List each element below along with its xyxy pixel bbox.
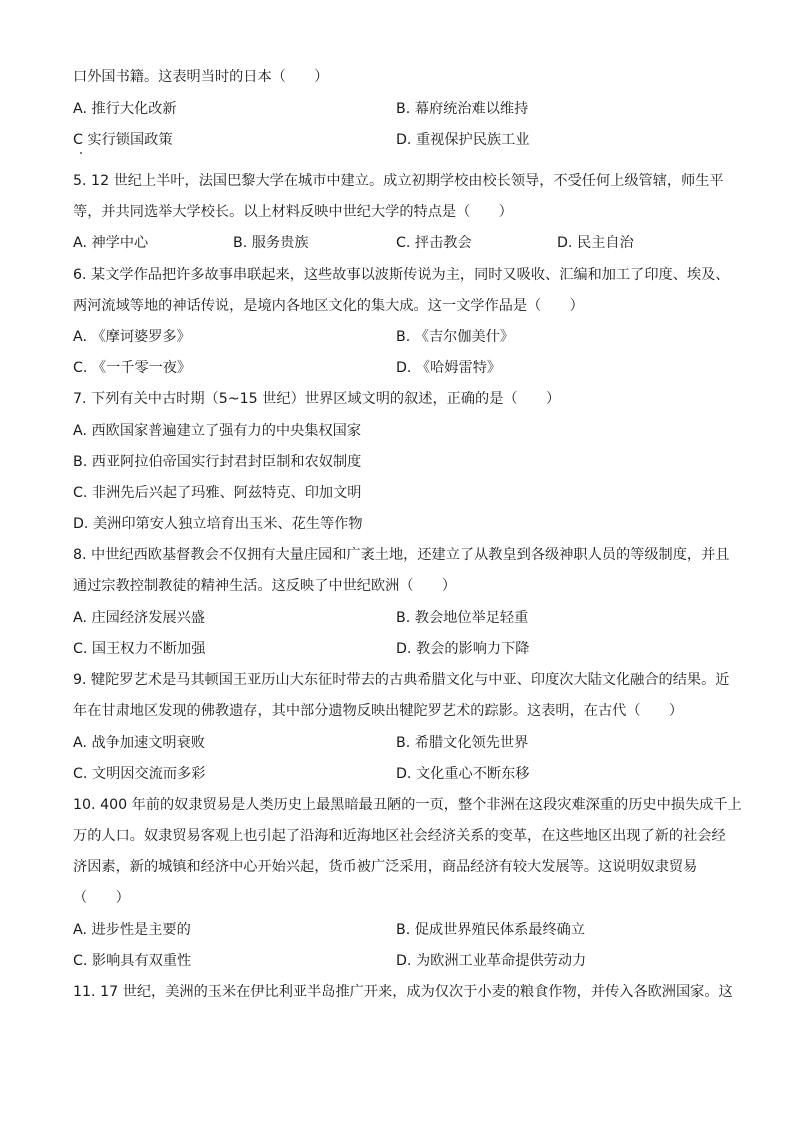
q9-option-a: A. 战争加速文明衰败 (73, 735, 205, 751)
q4-option-c: C 实行锁国政策 (73, 132, 173, 148)
q10-option-a: A. 进步性是主要的 (73, 922, 191, 938)
q8-option-a: A. 庄园经济发展兴盛 (73, 610, 205, 626)
q4-option-a: A. 推行大化改新 (73, 101, 177, 117)
q9-option-b: B. 希腊文化领先世界 (396, 735, 529, 751)
q6-option-b: B. 《吉尔伽美什》 (396, 329, 515, 345)
q8-option-c: C. 国王权力不断加强 (73, 641, 206, 657)
q7-option-d: D. 美洲印第安人独立培育出玉米、花生等作物 (73, 516, 363, 532)
q7-option-b: B. 西亚阿拉伯帝国实行封君封臣制和农奴制度 (73, 454, 362, 470)
q8-option-d: D. 教会的影响力下降 (396, 641, 530, 657)
q5-option-a: A. 神学中心 (73, 235, 149, 251)
q6-option-c: C. 《一千零一夜》 (73, 360, 192, 376)
stray-mark (80, 152, 82, 154)
q11-stem-line1: 11. 17 世纪，美洲的玉米在伊比利亚半岛推广开来，成为仅次于小麦的粮食作物，并传入各欧洲国家。这 (73, 984, 733, 1000)
q7-option-c: C. 非洲先后兴起了玛雅、阿兹特克、印加文明 (73, 485, 362, 501)
q6-stem-line2: 两河流域等地的神话传说，是境内各地区文化的集大成。这一文学作品是（ ） (73, 298, 584, 314)
q9-option-d: D. 文化重心不断东移 (396, 766, 530, 782)
q6-option-a: A. 《摩诃婆罗多》 (73, 329, 191, 345)
q9-stem-line1: 9. 犍陀罗艺术是马其顿国王亚历山大东征时带去的古典希腊文化与中亚、印度次大陆文化融合的结果。近 (73, 672, 730, 688)
q5-option-d: D. 民主自治 (557, 235, 634, 251)
q5-stem-line2: 等，并共同选举大学校长。以上材料反映中世纪大学的特点是（ ） (73, 204, 513, 220)
q6-option-d: D. 《哈姆雷特》 (396, 360, 502, 376)
q10-stem-line1: 10. 400 年前的奴隶贸易是人类历史上最黑暗最丑陋的一页，整个非洲在这段灾难深重的历史中损失成千上 (73, 797, 742, 813)
q8-stem-line1: 8. 中世纪西欧基督教会不仅拥有大量庄园和广袤土地，还建立了从教皇到各级神职人员的等级制度，并且 (73, 547, 730, 563)
q9-stem-line2: 年在甘肃地区发现的佛教遗存，其中部分遗物反映出犍陀罗艺术的踪影。这表明，在古代（ ） (73, 703, 684, 719)
q8-option-b: B. 教会地位举足轻重 (396, 610, 529, 626)
q10-option-d: D. 为欧洲工业革命提供劳动力 (396, 953, 587, 969)
q7-option-a: A. 西欧国家普遍建立了强有力的中央集权国家 (73, 423, 362, 439)
q4-option-b: B. 幕府统治难以维持 (396, 101, 529, 117)
q7-stem: 7. 下列有关中古时期（5~15 世纪）世界区域文明的叙述，正确的是（ ） (73, 391, 561, 407)
q9-option-c: C. 文明因交流而多彩 (73, 766, 206, 782)
q4-stem-tail: 口外国书籍。这表明当时的日本（ ） (73, 69, 329, 85)
q10-option-c: C. 影响具有双重性 (73, 953, 192, 969)
q10-option-b: B. 促成世界殖民体系最终确立 (396, 922, 586, 938)
q10-stem-line4: （ ） (73, 890, 130, 906)
q5-option-c: C. 抨击教会 (396, 235, 472, 251)
q10-stem-line3: 济因素，新的城镇和经济中心开始兴起，货币被广泛采用，商品经济有较大发展等。这说明奴隶贸易 (73, 859, 698, 875)
q5-stem-line1: 5. 12 世纪上半叶，法国巴黎大学在城市中建立。成立初期学校由校长领导，不受任何上级管辖，师生平 (73, 173, 724, 189)
q4-option-d: D. 重视保护民族工业 (396, 132, 530, 148)
q10-stem-line2: 万的人口。奴隶贸易客观上也引起了沿海和近海地区社会经济关系的变革，在这些地区出现了新的社会经 (73, 828, 726, 844)
q5-option-b: B. 服务贵族 (233, 235, 309, 251)
q6-stem-line1: 6. 某文学作品把许多故事串联起来，这些故事以波斯传说为主，同时又吸收、汇编和加工了印度、埃及、 (73, 267, 730, 283)
q8-stem-line2: 通过宗教控制教徒的精神生活。这反映了中世纪欧洲（ ） (73, 578, 457, 594)
